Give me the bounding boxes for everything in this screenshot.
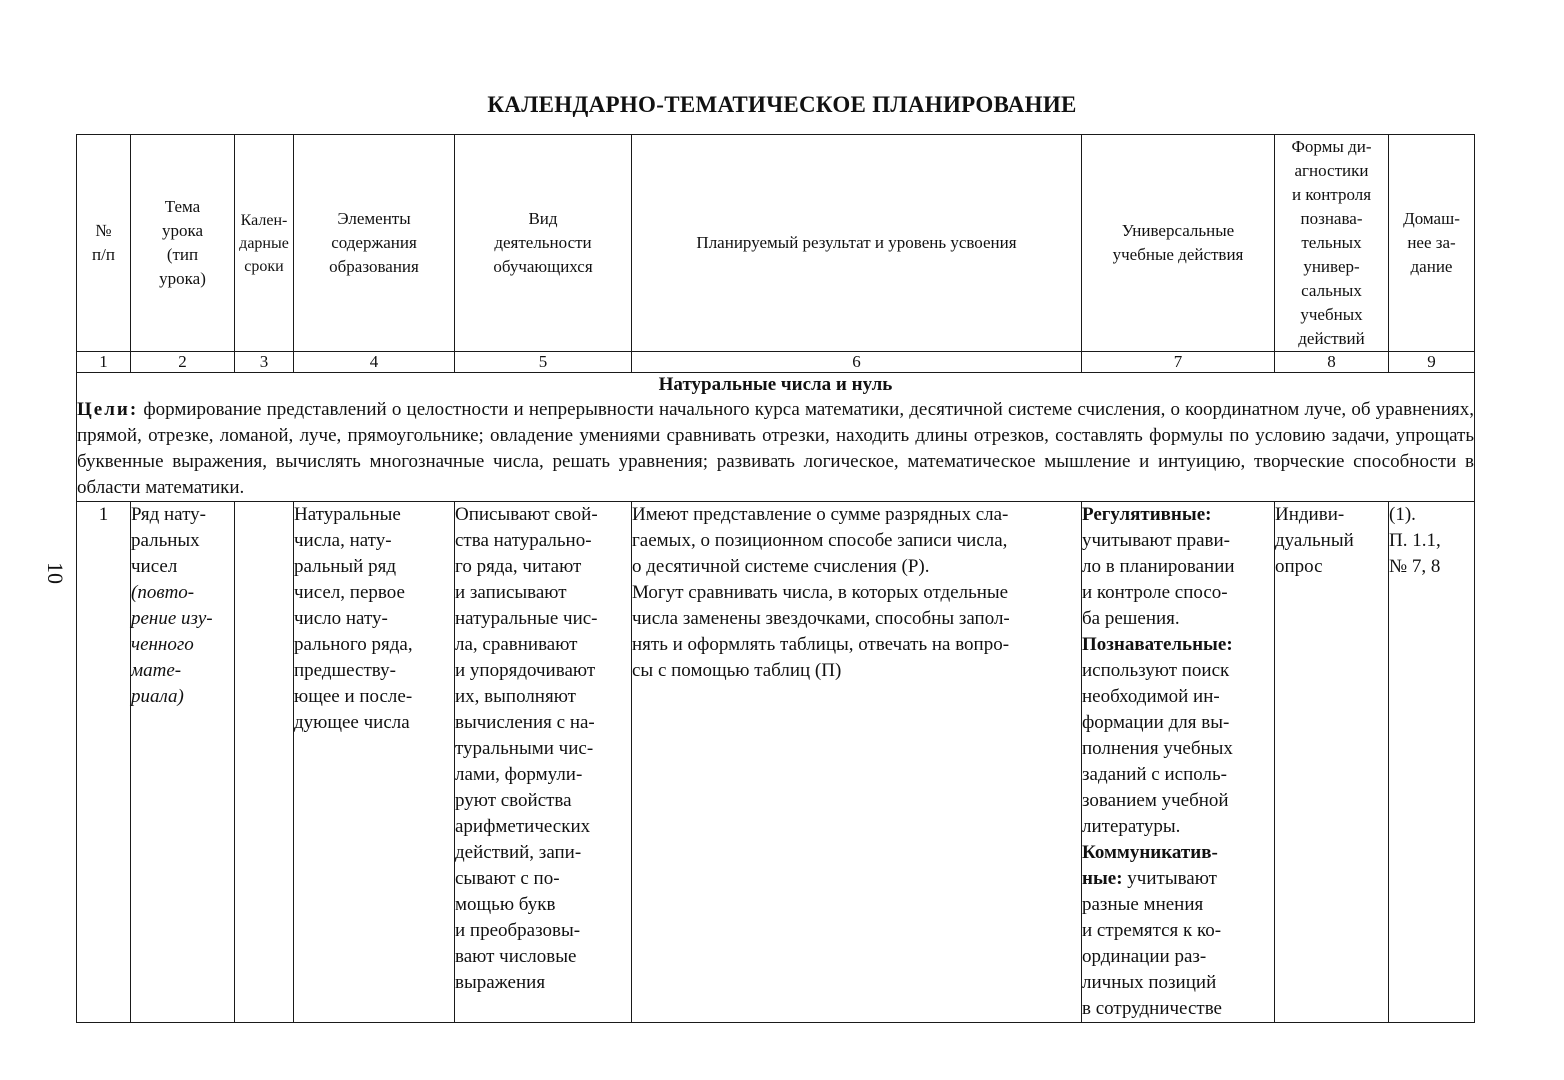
header-activity: Вид деятельности обучающихся [455, 135, 632, 352]
uud-regulative-label: Регулятивные: [1082, 504, 1212, 525]
diagnostic-forms: Индиви- дуальный опрос [1275, 502, 1389, 1023]
planning-table [76, 134, 1475, 1023]
column-number: 9 [1389, 352, 1475, 373]
column-number: 6 [632, 352, 1082, 373]
topic-type: (повто- рение изу- ченного мате- риала) [131, 582, 213, 707]
uud-communicative-text: учитывают разные мнения и стремятся к ко- ординации раз- личных позиций в сотрудничестве [1082, 868, 1222, 1019]
header-topic: Тема урока (тип урока) [131, 135, 235, 352]
content-elements: Натуральные числа, нату- ральный ряд чисел, первое число нату- рального ряда, предшеству- ющее и после- дующее числа [294, 502, 455, 1023]
section-title: Натуральные числа и нуль [658, 374, 893, 395]
table-row [77, 502, 1475, 1023]
lesson-topic [131, 502, 235, 1023]
universal-actions [1082, 502, 1275, 1023]
header-num: № п/п [77, 135, 131, 352]
page-number: 10 [43, 562, 68, 584]
header-dates: Кален- дарные сроки [235, 135, 294, 352]
column-number: 3 [235, 352, 294, 373]
header-elements: Элементы содержания образования [294, 135, 455, 352]
topic-name: Ряд нату- ральных чисел [131, 504, 206, 577]
uud-cognitive-text: используют поиск необходимой ин- формации для вы- полнения учебных заданий с исполь- зованием учебной литературы. [1082, 660, 1233, 837]
column-number: 4 [294, 352, 455, 373]
column-number: 7 [1082, 352, 1275, 373]
student-activity: Описывают свой- ства натурально- го ряда, читают и записывают натуральные чис- ла, сравнивают и упорядочивают их, выполняют вычисления с на- туральными чис- лами, формули- руют свойства арифметических действий, запи- сывают с по- мощью букв и преобразовы- вают числовые выражения [455, 502, 632, 1023]
uud-communicative [1082, 840, 1274, 1022]
column-number: 1 [77, 352, 131, 373]
header-homework: Домаш- нее за- дание [1389, 135, 1475, 352]
column-number-row [77, 352, 1475, 373]
section-cell [77, 373, 1475, 502]
page-title: КАЛЕНДАРНО-ТЕМАТИЧЕСКОЕ ПЛАНИРОВАНИЕ [487, 92, 1077, 117]
column-number: 2 [131, 352, 235, 373]
goals-label: Цели: [77, 399, 139, 420]
uud-cognitive [1082, 632, 1274, 840]
header-uud: Универсальные учебные действия [1082, 135, 1275, 352]
header-result: Планируемый результат и уровень усвоения [632, 135, 1082, 352]
header-forms: Формы ди- агностики и контроля познава- тельных универ- сальных учебных действий [1275, 135, 1389, 352]
lesson-dates [235, 502, 294, 1023]
column-number: 8 [1275, 352, 1389, 373]
uud-cognitive-label: Познавательные: [1082, 634, 1233, 655]
lesson-number: 1 [77, 502, 131, 1023]
uud-communicative-label: Коммуникатив- ные: [1082, 842, 1218, 889]
uud-regulative [1082, 502, 1274, 632]
section-row [77, 373, 1475, 502]
goals-text: формирование представлений о целостности и непрерывности начального курса математики, десятичной системе счисления, о координатном луче, об уравнениях, прямой, отрезке, ломаной, луче, прямоугольнике; овладение умениями сравнивать отрезки, находить длины отрезков, составлять формулы по условию задачи, упрощать буквенные выражения, вычислять многозначные числа, решать уравнения; развивать логическое, математическое мышление и интуицию, творческие способности в области математики. [77, 399, 1474, 498]
column-number: 5 [455, 352, 632, 373]
homework: (1). П. 1.1, № 7, 8 [1389, 502, 1475, 1023]
header-row [77, 135, 1475, 352]
planned-result: Имеют представление о сумме разрядных сла- гаемых, о позиционном способе записи числа, о десятичной системе счисления (Р). Могут сравнивать числа, в которых отдельные числа заменены звездочками, способны запол- нять и оформлять таблицы, отвечать на вопро- сы с помощью таблиц (П) [632, 502, 1082, 1023]
uud-regulative-text: учитывают прави- ло в планировании и контроле спосо- ба решения. [1082, 530, 1235, 629]
section-goals [77, 397, 1474, 501]
